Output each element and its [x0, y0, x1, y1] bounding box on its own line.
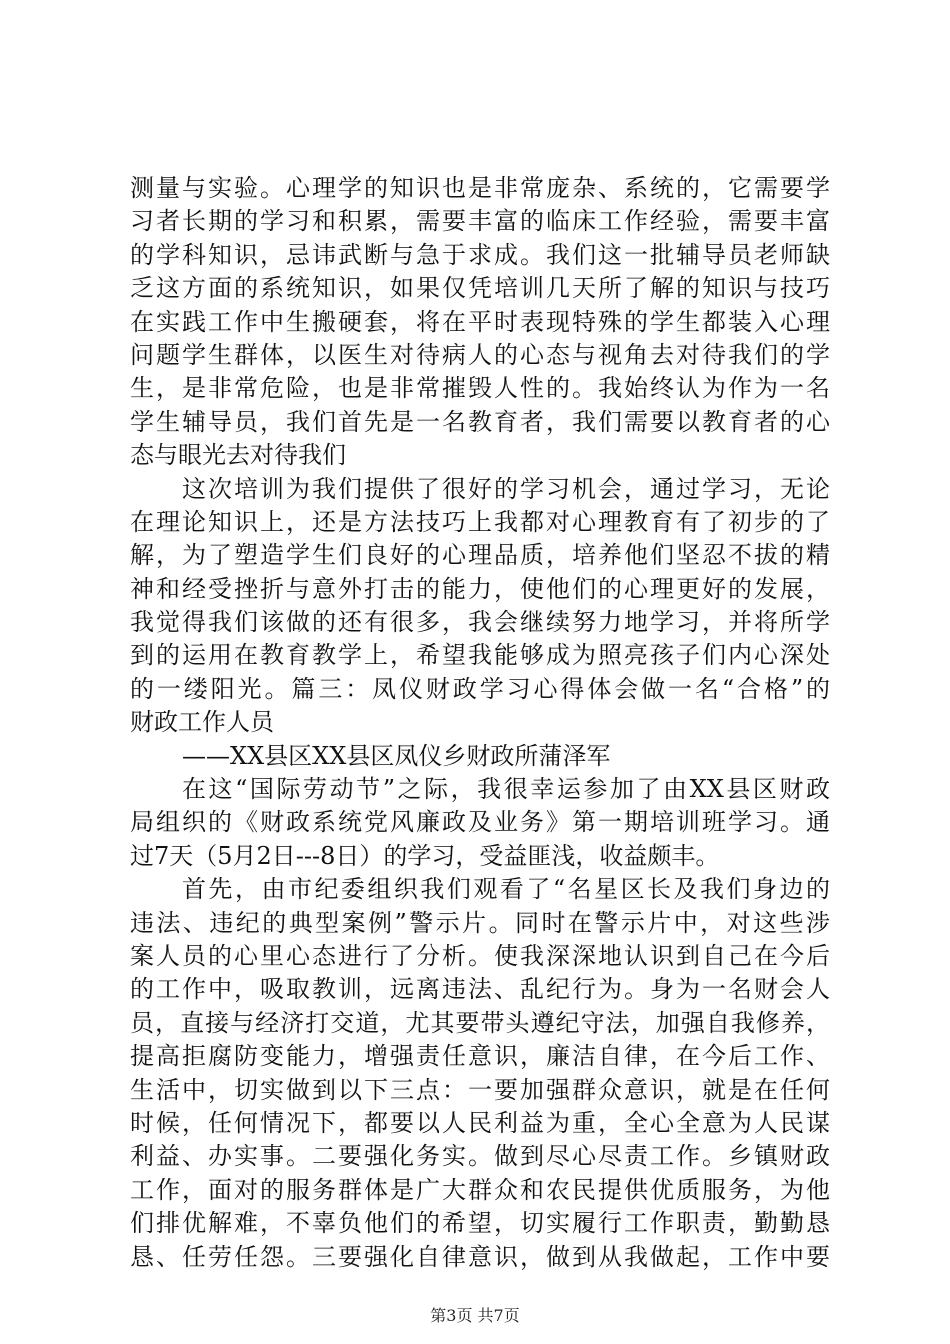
text-line: 的一缕阳光。篇三：凤仪财政学习心得体会做一名“合格”的: [130, 674, 830, 703]
page-number-footer: 第3页 共7页: [430, 1306, 520, 1325]
text-line: ——XX县区XX县区凤仪乡财政所蒲泽军: [182, 741, 611, 770]
text-line: 首先，由市纪委组织我们观看了“名星区长及我们身边的: [182, 875, 830, 904]
text-line: 的工作中，吸取教训，远离违法、乱纪行为。身为一名财会人: [130, 975, 830, 1004]
text-line: 生活中，切实做到以下三点：一要加强群众意识，就是在任何: [130, 1075, 830, 1104]
text-line: 乏这方面的系统知识，如果仅凭培训几天所了解的知识与技巧: [130, 274, 830, 303]
text-line: 生，是非常危险，也是非常摧毁人性的。我始终认为作为一名: [130, 374, 830, 403]
text-line: 到的运用在教育教学上，希望我能够成为照亮孩子们内心深处: [130, 641, 830, 670]
text-line: 的学科知识，忌讳武断与急于求成。我们这一批辅导员老师缺: [130, 240, 830, 269]
text-line: 利益、办实事。二要强化务实。做到尽心尽责工作。乡镇财政: [130, 1142, 830, 1171]
text-line: 这次培训为我们提供了很好的学习机会，通过学习，无论: [182, 474, 830, 503]
text-line: 局组织的《财政系统党风廉政及业务》第一期培训班学习。通: [130, 808, 830, 837]
text-line: 在理论知识上，还是方法技巧上我都对心理教育有了初步的了: [130, 507, 830, 536]
text-line: 测量与实验。心理学的知识也是非常庞杂、系统的，它需要学: [130, 174, 830, 202]
text-line: 时候，任何情况下，都要以人民利益为重，全心全意为人民谋: [130, 1108, 830, 1137]
text-line: 态与眼光去对待我们: [130, 441, 346, 470]
text-line: 在实践工作中生搬硬套，将在平时表现特殊的学生都装入心理: [130, 307, 830, 336]
text-line: 案人员的心里心态进行了分析。使我深深地认识到自己在今后: [130, 941, 830, 970]
text-line: 解，为了塑造学生们良好的心理品质，培养他们坚忍不拔的精: [130, 541, 830, 570]
text-line: 在这“国际劳动节”之际，我很幸运参加了由XX县区财政: [182, 775, 830, 804]
text-line: 工作，面对的服务群体是广大群众和农民提供优质服务，为他: [130, 1175, 830, 1204]
text-line: 恳、任劳任怨。三要强化自律意识，做到从我做起，工作中要: [130, 1242, 830, 1271]
text-line: 们排优解难，不辜负他们的希望，切实履行工作职责，勤勤恳: [130, 1209, 830, 1238]
text-line: 员，直接与经济打交道，尤其要带头遵纪守法，加强自我修养，: [130, 1008, 830, 1037]
document-body: [130, 172, 830, 1274]
text-line: 问题学生群体，以医生对待病人的心态与视角去对待我们的学: [130, 340, 830, 369]
text-line: 习者长期的学习和积累，需要丰富的临床工作经验，需要丰富: [130, 207, 830, 236]
text-line: 财政工作人员: [130, 708, 274, 737]
text-line: 学生辅导员，我们首先是一名教育者，我们需要以教育者的心: [130, 407, 830, 436]
text-line: 过7天（5月2日---8日）的学习，受益匪浅，收益颇丰。: [130, 841, 720, 870]
text-line: 神和经受挫折与意外打击的能力，使他们的心理更好的发展，: [130, 574, 830, 603]
text-line: 提高拒腐防变能力，增强责任意识，廉洁自律，在今后工作、: [130, 1042, 830, 1071]
text-line: 违法、违纪的典型案例”警示片。同时在警示片中，对这些涉: [130, 908, 830, 937]
text-line: 我觉得我们该做的还有很多，我会继续努力地学习，并将所学: [130, 608, 830, 637]
